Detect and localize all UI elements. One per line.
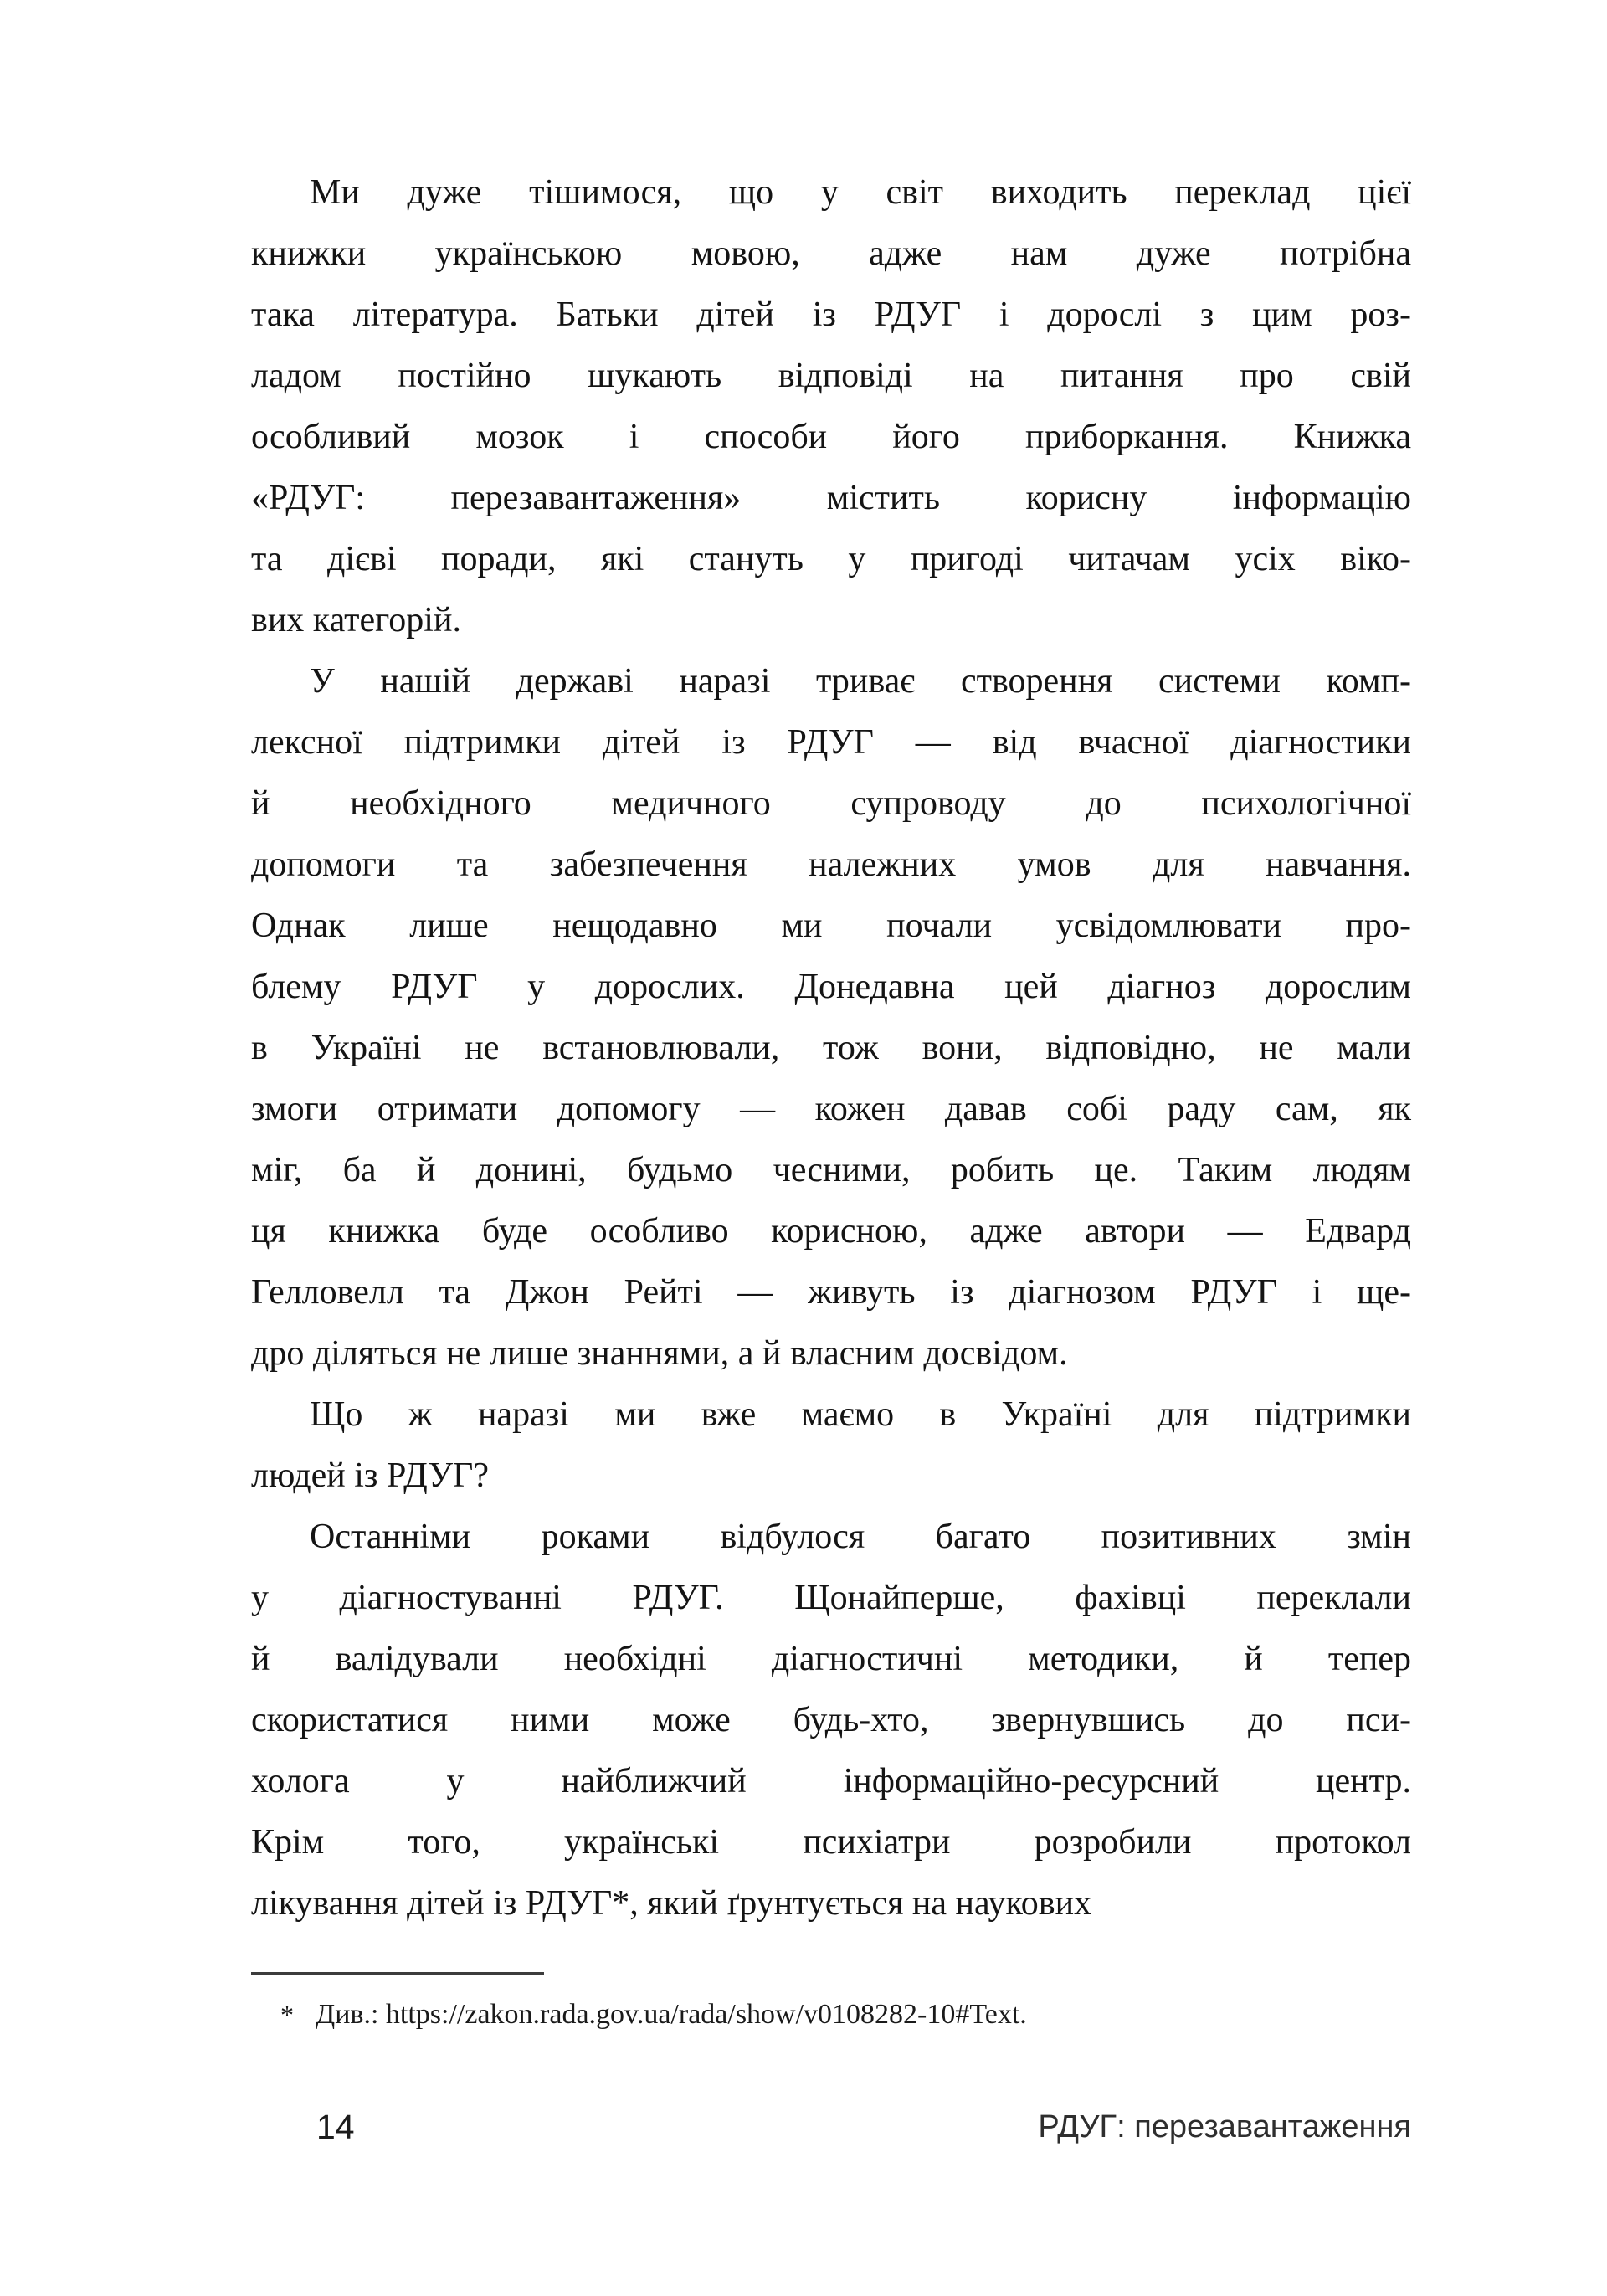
paragraph	[251, 651, 1411, 1384]
paragraph	[251, 1507, 1411, 1934]
footnote-text: Див.: https://zakon.rada.gov.ua/rada/show/v0108282-10#Text.	[316, 1999, 1027, 2030]
footnote	[280, 1996, 1368, 2034]
text-line: ця книжка буде особливо корисною, адже автори — Едвард	[251, 1212, 1411, 1251]
text-line: й валідували необхідні діагностичні методики, й тепер	[251, 1640, 1411, 1678]
text-line: та дієві поради, які стануть у пригоді читачам усіх віко-	[251, 540, 1411, 578]
text-line: вих категорій.	[251, 601, 461, 639]
text-line: холога у найближчий інформаційно-ресурсний центр.	[251, 1762, 1411, 1800]
text-line: ладом постійно шукають відповіді на питання про свій	[251, 357, 1411, 395]
text-line: книжки українською мовою, адже нам дуже потрібна	[251, 234, 1411, 273]
text-line: людей із РДУГ?	[251, 1456, 489, 1495]
text-line: Гелловелл та Джон Рейті — живуть із діагнозом РДУГ і ще-	[251, 1273, 1411, 1312]
footnote-divider	[251, 1972, 544, 1975]
text-line: лексної підтримки дітей із РДУГ — від вчасної діагностики	[251, 723, 1411, 762]
text-line: й необхідного медичного супроводу до психологічної	[251, 784, 1411, 823]
paragraph	[251, 1384, 1411, 1507]
text-line: Ми дуже тішимося, що у світ виходить переклад цієї	[310, 173, 1411, 212]
text-line: у діагностуванні РДУГ. Щонайперше, фахівці переклали	[251, 1579, 1411, 1617]
text-line: міг, ба й донині, будьмо чесними, робить це. Таким людям	[251, 1151, 1411, 1189]
paragraph	[251, 162, 1411, 651]
body-text	[251, 162, 1411, 1934]
text-line: «РДУГ: перезавантаження» містить корисну інформацію	[251, 479, 1411, 517]
text-line: Останніми роками відбулося багато позитивних змін	[310, 1518, 1411, 1556]
text-line: Крім того, українські психіатри розробили протокол	[251, 1823, 1411, 1862]
footer-book-title: РДУГ: перезавантаження	[1038, 2109, 1411, 2144]
footnote-marker: *	[280, 2000, 294, 2030]
text-line: лікування дітей із РДУГ*, який ґрунтується на наукових	[251, 1884, 1092, 1923]
text-line: блему РДУГ у дорослих. Донедавна цей діагноз дорослим	[251, 968, 1411, 1006]
text-line: Що ж наразі ми вже маємо в Україні для підтримки	[310, 1395, 1411, 1434]
text-line: особливий мозок і способи його приборкання. Книжка	[251, 418, 1411, 456]
text-line: в Україні не встановлювали, тож вони, відповідно, не мали	[251, 1029, 1411, 1067]
text-line: скористатися ними може будь-хто, звернувшись до пси-	[251, 1701, 1411, 1739]
footer-page-number: 14	[316, 2108, 355, 2146]
text-line: дро діляться не лише знаннями, а й власним досвідом.	[251, 1334, 1068, 1373]
text-line: У нашій державі наразі триває створення системи комп-	[310, 662, 1411, 701]
text-line: така література. Батьки дітей із РДУГ і дорослі з цим роз-	[251, 295, 1411, 334]
text-line: Однак лише нещодавно ми почали усвідомлювати про-	[251, 907, 1411, 945]
text-line: змоги отримати допомогу — кожен давав собі раду сам, як	[251, 1090, 1411, 1128]
text-line: допомоги та забезпечення належних умов для навчання.	[251, 845, 1411, 884]
